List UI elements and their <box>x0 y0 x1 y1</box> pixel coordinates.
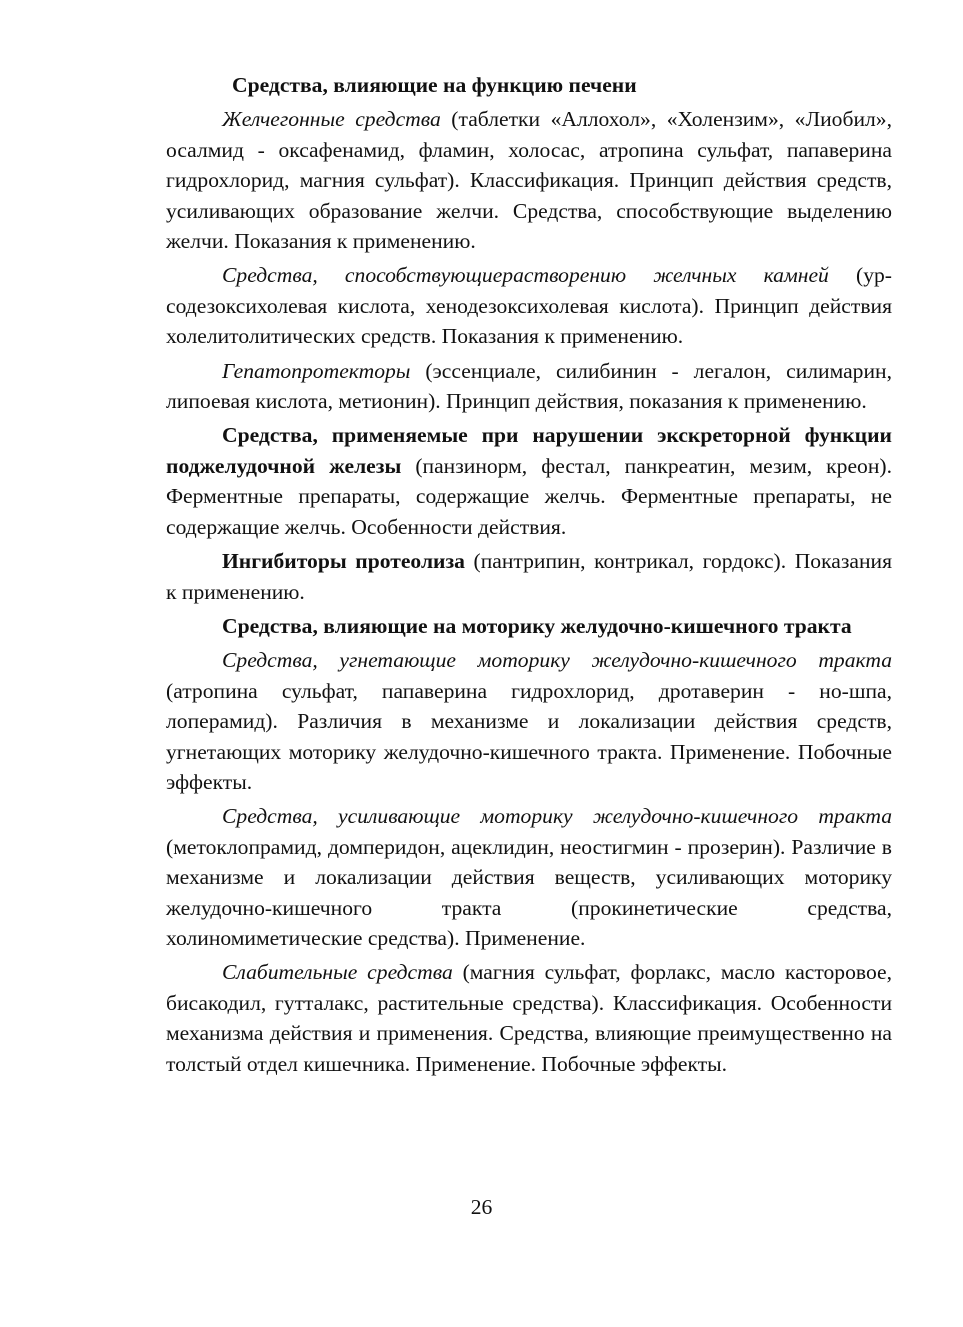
paragraph-choleretic-text: (таблетки «Аллохол», «Холензим», «Лиобил», осалмид - оксафенамид, фламин, холосас, атропина сульфат, папаверина гидрохлорид, магния сульфат). Классификация. Принцип действия средств, усиливающих образование желчи. Средства, способствующие выделению желчи. Показания к применению. <box>166 107 892 254</box>
paragraph-gallstones <box>166 260 892 351</box>
paragraph-proteolysis <box>166 546 892 607</box>
term-gallstones: Средства, способствующиерастворению желчных камней <box>222 263 829 288</box>
paragraph-proteolysis-text: (пантрипин, контрикал, гордокс). Показания к применению. <box>166 549 892 604</box>
paragraph-hepatoprotectors-text: (эссенциале, силибинин - легалон, силимарин, липоевая кислота, метионин). Принцип действия, показания к применению. <box>166 358 892 414</box>
paragraph-hepatoprotectors <box>166 356 892 417</box>
section-heading-motility: Средства, влияющие на моторику желудочно-кишечного тракта <box>222 613 852 638</box>
paragraph-motility-enhance-text: (метоклопрамид, домперидон, ацеклидин, неостигмин - прозерин). Различие в механизме и локализации действия веществ, усиливающих моторику желудочно-кишечного тракта (прокинетические средства, холиномиметические средства). Применение. <box>166 834 892 950</box>
paragraph-gallstones-text: (урсодезоксихолевая кислота, хенодезоксихолевая кислота). Принцип действия холелитолитических средств. Показания к применению. <box>166 263 892 349</box>
term-laxatives: Слабительные средства <box>222 960 453 985</box>
paragraph-choleretic <box>166 104 892 256</box>
term-choleretic: Желчегонные средства <box>222 107 441 132</box>
paragraph-motility-inhibit <box>166 645 892 797</box>
term-motility-enhance: Средства, усиливающие моторику желудочно-кишечного тракта <box>222 804 892 829</box>
paragraph-motility-enhance <box>166 801 892 953</box>
paragraph-pancreas-text: (панзинорм, фестал, панкреатин, мезим, креон). Ферментные препараты, содержащие желчь. Ферментные препараты, не содержащие желчь. Особенности действия. <box>166 453 892 539</box>
page-number: 26 <box>470 1195 493 1219</box>
term-motility-inhibit: Средства, угнетающие моторику желудочно-кишечного тракта <box>222 648 892 673</box>
paragraph-laxatives-text: (магния сульфат, форлакс, масло касторовое, бисакодил, гутталакс, растительные средства). Классификация. Особенности механизма действия и применения. Средства, влияющие преимущественно на толстый отдел кишечника. Применение. Побочные эффекты. <box>166 960 892 1076</box>
term-proteolysis: Ингибиторы протеолиза <box>222 549 465 574</box>
paragraph-laxatives <box>166 957 892 1079</box>
section-heading-liver: Средства, влияющие на функцию печени <box>232 73 637 97</box>
page-text <box>166 70 892 1083</box>
paragraph-pancreas <box>166 420 892 542</box>
term-hepatoprotectors: Гепатопротекторы <box>222 358 411 383</box>
term-pancreas: Средства, применяемые при нарушении экскреторной функции поджелудочной железы <box>166 423 892 478</box>
paragraph-motility-inhibit-text: (атропина сульфат, папаверина гидрохлорид, дротаверин - но-шпа, лоперамид). Различия в механизме и локализации действия средств, угнетающих моторику желудочно-кишечного тракта. Применение. Побочные эффекты. <box>166 678 892 794</box>
